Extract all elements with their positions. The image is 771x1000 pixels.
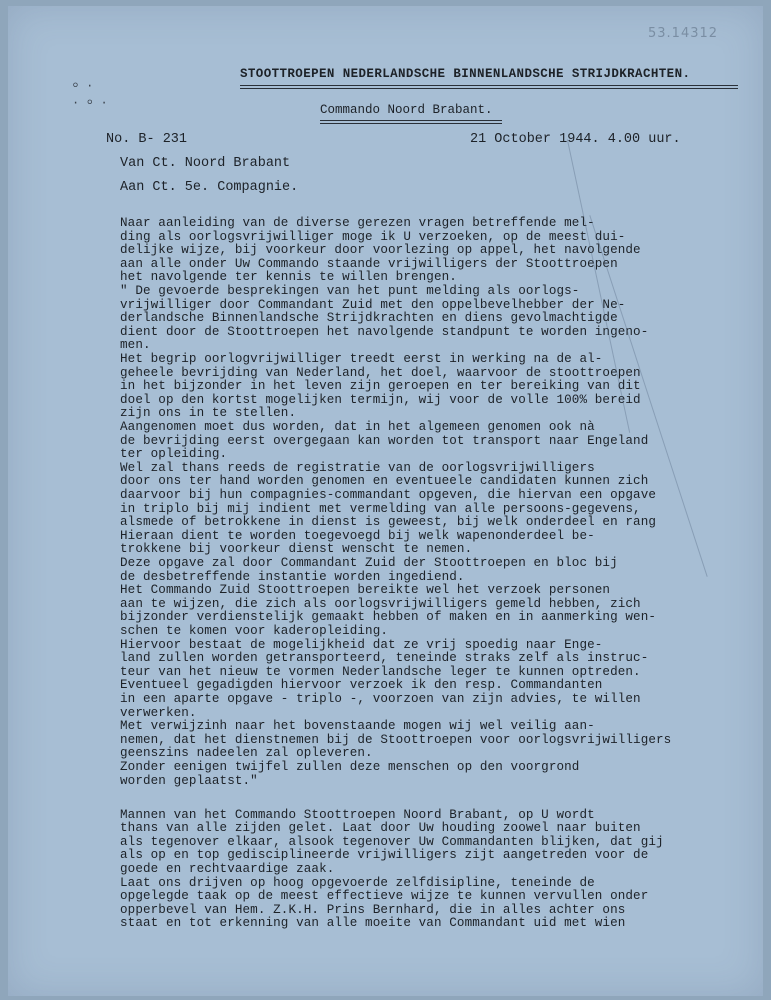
body-line: dient door de Stoottroepen het navolgende standpunt te worden ingeno- [120,324,649,339]
body-line: doel op den kortst mogelijken termijn, wij voor de volle 100% bereid [120,392,641,407]
body-line: bijzonder verdienstelijk gemaakt hebben of maken en in aanmerking wen- [120,610,657,625]
body-line: als tegenover elkaar, alsook tegenover Uw Commandanten blijken, dat gij [120,834,664,849]
title-underline-2 [240,88,738,89]
body-line: in het bijzonder in het leven zijn geroepen en ter bereiking van dit [120,379,641,394]
body-line: als op en top gedisciplineerde vrijwilligers zijt aangetreden voor de [120,848,649,863]
letter-body [120,216,760,996]
body-line: Het begrip oorlogvrijwilliger treedt eerst in werking na de al- [120,352,603,366]
date-time: 21 October 1944. 4.00 uur. [470,132,681,147]
body-line: Laat ons drijven op hoog opgevoerde zelfdisipline, teneinde de [120,875,595,890]
body-line: goede en rechtvaardige zaak. [120,861,335,876]
body-line: Hiervoor bestaat de mogelijkheid dat ze vrij spoedig naar Enge- [120,637,603,652]
body-line: men. [120,338,151,353]
body-line: " De gevoerde besprekingen van het punt melding als oorlogs- [120,284,580,298]
body-line: Hieraan dient te worden toegevoegd bij welk wapenonderdeel be- [120,528,595,543]
body-line: geheele bevrijding van Nederland, het doel, waarvoor de stoottroepen [120,365,641,380]
body-line: vrijwilliger door Commandant Zuid met den oppelbevelhebber der Ne- [120,297,626,312]
ink-specks: ⸰ · · ⸰ · [72,79,108,110]
title-underline-1 [240,85,738,86]
body-line: ter opleiding. [120,447,228,462]
sender-line: Van Ct. Noord Brabant [120,156,291,171]
body-line: trokkene bij voorkeur dienst wenscht te nemen. [120,542,473,557]
body-line: delijke wijze, bij voorkeur door voorlezing op appel, het navolgende [120,243,641,258]
body-line: Het Commando Zuid Stoottroepen bereikte wel het verzoek personen [120,583,611,598]
body-line: de desbetreffende instantie worden ingediend. [120,569,465,584]
body-line: verwerken. [120,705,197,720]
recipient-line: Aan Ct. 5e. Compagnie. [120,180,299,195]
body-line: derlandsche Binnenlandsche Strijdkrachten en diens gevolmachtigde [120,311,618,326]
document-page [8,6,763,996]
body-line: opgelegde taak op de meest effectieve wijze te kunnen vervullen onder [120,889,649,904]
body-line: teur van het nieuw te vormen Nederlandsche leger te kunnen optreden. [120,664,641,679]
body-line: worden geplaatst." [120,773,258,788]
body-line: de bevrijding eerst overgegaan kan worden tot transport naar Engeland [120,433,649,448]
command-subtitle: Commando Noord Brabant. [320,103,493,117]
body-line: opperbevel van Hem. Z.K.H. Prins Bernhard, die in alles achter ons [120,902,626,917]
body-line: alsmede of betrokkene in dienst is geweest, bij welk onderdeel en rang [120,515,657,530]
body-line: aan te wijzen, die zich als oorlogsvrijwilligers gemeld hebben, zich [120,596,641,611]
reference-number: No. B- 231 [106,132,188,147]
body-line: land zullen worden getransporteerd, teneinde straks zelf als instruc- [120,651,649,666]
body-line: zijn ons in te stellen. [120,406,297,421]
body-line: door ons ter hand worden genomen en eventueele candidaten kunnen zich [120,474,649,489]
body-line: in een aparte opgave - triplo -, voorzoen van zijn advies, te willen [120,692,641,706]
body-line: nemen, dat het dienstnemen bij de Stoottroepen voor oorlogsvrijwilligers [120,732,672,747]
body-line: Zonder eenigen twijfel zullen deze menschen op den voorgrond [120,760,580,774]
body-line: Mannen van het Commando Stoottroepen Noord Brabant, op U wordt [120,807,595,822]
body-line: Met verwijzinh naar het bovenstaande mogen wij wel veilig aan- [120,719,595,734]
body-line: schen te komen voor kaderopleiding. [120,624,389,638]
archive-pencil-mark: 53.14312 [648,26,719,41]
organization-title: STOOTTROEPEN NEDERLANDSCHE BINNENLANDSCHE STRIJDKRACHTEN. [240,67,691,81]
body-line: in triplo bij mij indient met vermelding van alle persoons-gegevens, [120,501,641,516]
body-line: Deze opgave zal door Commandant Zuid der Stoottroepen en bloc bij [120,556,618,570]
body-line: aan alle onder Uw Commando staande vrijwilligers der Stoottroepen [120,256,618,271]
body-line: Wel zal thans reeds de registratie van de oorlogsvrijwilligers [120,460,595,475]
body-line: staat en tot erkenning van alle moeite van Commandant uid met wien [120,916,626,931]
subtitle-underline-2 [320,123,502,124]
body-line: ding als oorlogsvrijwilliger moge ik U verzoeken, op de meest dui- [120,229,626,244]
body-line: geenszins nadeelen zal opleveren. [120,746,373,761]
body-line: Naar aanleiding van de diverse gerezen vragen betreffende mel- [120,216,595,230]
body-line: het navolgende ter kennis te willen brengen. [120,270,457,285]
body-line: Aangenomen moet dus worden, dat in het algemeen genomen ook nà [120,420,595,434]
body-line: thans van alle zijden gelet. Laat door Uw houding zoowel naar buiten [120,821,641,836]
body-line: Eventueel gegadigden hiervoor verzoek ik den resp. Commandanten [120,678,603,693]
body-line: daarvoor bij hun compagnies-commandant opgeven, die hiervan een opgave [120,488,657,502]
subtitle-underline-1 [320,120,502,121]
